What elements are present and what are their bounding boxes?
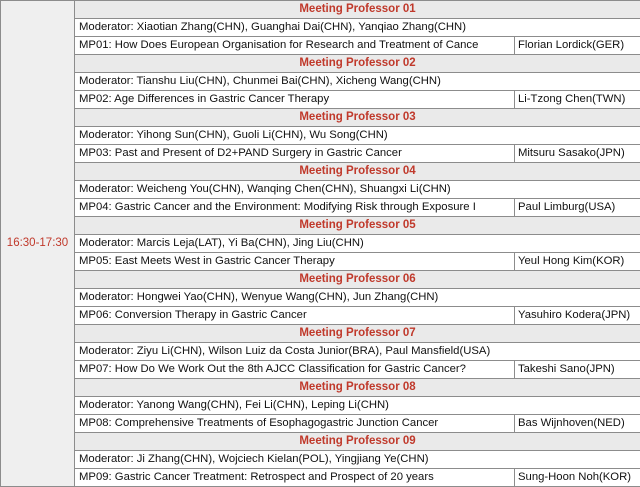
session-header-row xyxy=(1,217,640,235)
session-header-row xyxy=(1,325,640,343)
talk-title: MP05: East Meets West in Gastric Cancer Therapy xyxy=(75,253,515,271)
time-slot: 16:30-17:30 xyxy=(1,1,75,487)
moderator-text: Moderator: Tianshu Liu(CHN), Chunmei Bai(CHN), Xicheng Wang(CHN) xyxy=(75,73,640,91)
moderator-row xyxy=(1,451,640,469)
moderator-text: Moderator: Weicheng You(CHN), Wanqing Chen(CHN), Shuangxi Li(CHN) xyxy=(75,181,640,199)
session-title: Meeting Professor 03 xyxy=(75,109,640,127)
moderator-row xyxy=(1,181,640,199)
moderator-row xyxy=(1,343,640,361)
talk-row xyxy=(1,145,640,163)
talk-title: MP03: Past and Present of D2+PAND Surgery in Gastric Cancer xyxy=(75,145,515,163)
talk-title: MP06: Conversion Therapy in Gastric Cancer xyxy=(75,307,515,325)
moderator-text: Moderator: Ziyu Li(CHN), Wilson Luiz da Costa Junior(BRA), Paul Mansfield(USA) xyxy=(75,343,640,361)
talk-row xyxy=(1,199,640,217)
moderator-row xyxy=(1,289,640,307)
session-header-row xyxy=(1,109,640,127)
session-title: Meeting Professor 06 xyxy=(75,271,640,289)
session-header-row xyxy=(1,163,640,181)
session-header-row xyxy=(1,271,640,289)
talk-title: MP09: Gastric Cancer Treatment: Retrospect and Prospect of 20 years xyxy=(75,469,515,487)
session-title: Meeting Professor 01 xyxy=(75,1,640,19)
talk-row xyxy=(1,91,640,109)
talk-title: MP02: Age Differences in Gastric Cancer Therapy xyxy=(75,91,515,109)
moderator-text: Moderator: Marcis Leja(LAT), Yi Ba(CHN), Jing Liu(CHN) xyxy=(75,235,640,253)
moderator-row xyxy=(1,397,640,415)
moderator-text: Moderator: Xiaotian Zhang(CHN), Guanghai Dai(CHN), Yanqiao Zhang(CHN) xyxy=(75,19,640,37)
session-title: Meeting Professor 02 xyxy=(75,55,640,73)
speaker-name: Li-Tzong Chen(TWN) xyxy=(515,91,640,109)
moderator-text: Moderator: Ji Zhang(CHN), Wojciech Kielan(POL), Yingjiang Ye(CHN) xyxy=(75,451,640,469)
moderator-text: Moderator: Yanong Wang(CHN), Fei Li(CHN), Leping Li(CHN) xyxy=(75,397,640,415)
moderator-row xyxy=(1,73,640,91)
moderator-row xyxy=(1,235,640,253)
session-title: Meeting Professor 07 xyxy=(75,325,640,343)
moderator-row xyxy=(1,127,640,145)
speaker-name: Bas Wijnhoven(NED) xyxy=(515,415,640,433)
talk-row xyxy=(1,253,640,271)
talk-title: MP04: Gastric Cancer and the Environment: Modifying Risk through Exposure I xyxy=(75,199,515,217)
speaker-name: Paul Limburg(USA) xyxy=(515,199,640,217)
speaker-name: Mitsuru Sasako(JPN) xyxy=(515,145,640,163)
talk-row xyxy=(1,37,640,55)
session-title: Meeting Professor 05 xyxy=(75,217,640,235)
session-header-row xyxy=(1,55,640,73)
session-header-row xyxy=(1,379,640,397)
talk-row xyxy=(1,307,640,325)
talk-row xyxy=(1,361,640,379)
speaker-name: Takeshi Sano(JPN) xyxy=(515,361,640,379)
speaker-name: Yasuhiro Kodera(JPN) xyxy=(515,307,640,325)
session-header-row xyxy=(1,433,640,451)
talk-title: MP07: How Do We Work Out the 8th AJCC Classification for Gastric Cancer? xyxy=(75,361,515,379)
speaker-name: Yeul Hong Kim(KOR) xyxy=(515,253,640,271)
moderator-text: Moderator: Yihong Sun(CHN), Guoli Li(CHN), Wu Song(CHN) xyxy=(75,127,640,145)
moderator-text: Moderator: Hongwei Yao(CHN), Wenyue Wang(CHN), Jun Zhang(CHN) xyxy=(75,289,640,307)
session-title: Meeting Professor 09 xyxy=(75,433,640,451)
session-header-row xyxy=(1,1,640,19)
session-title: Meeting Professor 08 xyxy=(75,379,640,397)
talk-title: MP01: How Does European Organisation for Research and Treatment of Cance xyxy=(75,37,515,55)
speaker-name: Sung-Hoon Noh(KOR) xyxy=(515,469,640,487)
moderator-row xyxy=(1,19,640,37)
speaker-name: Florian Lordick(GER) xyxy=(515,37,640,55)
session-title: Meeting Professor 04 xyxy=(75,163,640,181)
talk-row xyxy=(1,469,640,487)
talk-row xyxy=(1,415,640,433)
talk-title: MP08: Comprehensive Treatments of Esophagogastric Junction Cancer xyxy=(75,415,515,433)
